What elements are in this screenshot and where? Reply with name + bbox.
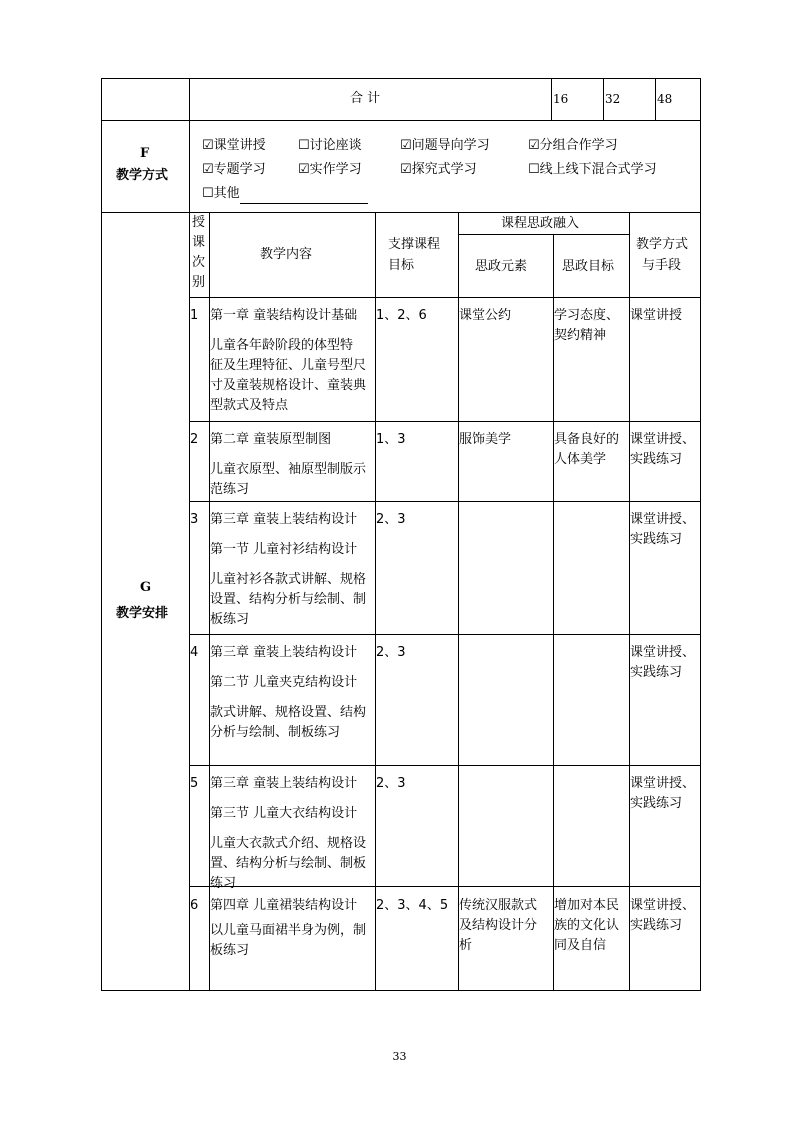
method-line: 课堂讲授、 [630, 645, 696, 660]
content-line: 以儿童马面裙半身为例，制 [210, 923, 367, 938]
ideology-goal-line: 增加对本民 [554, 898, 620, 913]
option-discussion: ☐讨论座谈 [298, 138, 362, 153]
content-line: 板练习 [210, 943, 250, 958]
method-line: 实践练习 [630, 796, 683, 811]
section-g-title: 教学安排 [116, 606, 169, 621]
content-line: 范练习 [210, 482, 250, 497]
content-line: 儿童衣原型、袖原型制版示 [210, 462, 367, 477]
header-ideology: 课程思政融入 [501, 216, 580, 231]
content-line: 练习 [210, 876, 237, 891]
lesson-number: 2 [190, 432, 199, 447]
method-line: 课堂讲授、 [630, 898, 696, 913]
section-f-letter: F [140, 146, 150, 161]
content-line: 第三章 童装上装结构设计 [210, 512, 358, 527]
section-f-title: 教学方式 [116, 168, 169, 183]
content-line: 第四章 儿童裙装结构设计 [210, 898, 358, 913]
option-inquiry: ☑探究式学习 [400, 162, 477, 177]
content-line: 儿童大衣款式介绍、规格设 [210, 836, 367, 851]
option-other [202, 184, 368, 204]
option-other-label: ☐其他 [202, 186, 240, 201]
method-line: 课堂讲授、 [630, 432, 696, 447]
lesson-number: 6 [190, 898, 199, 913]
option-topic-study: ☑专题学习 [202, 162, 266, 177]
content-line: 征及生理特征、儿童号型尺 [210, 358, 367, 373]
content-line: 分析与绘制、制板练习 [210, 725, 341, 740]
header-method-1: 教学方式 [636, 237, 689, 252]
support-targets: 1、2、6 [376, 308, 427, 323]
content-line: 第三章 童装上装结构设计 [210, 776, 358, 791]
other-blank-line [240, 189, 368, 204]
lesson-number: 5 [190, 776, 199, 791]
content-line: 第一节 儿童衬衫结构设计 [210, 542, 358, 557]
header-lesson-1: 授 [192, 215, 206, 230]
content-line: 寸及童装规格设计、童装典 [210, 378, 367, 393]
header-content: 教学内容 [260, 247, 313, 262]
content-line: 第三节 儿童大衣结构设计 [210, 806, 358, 821]
ideology-goal-line: 学习态度、 [554, 308, 620, 323]
total-value-3: 48 [657, 92, 673, 106]
header-method-2: 与手段 [642, 258, 682, 273]
option-lecture: ☑课堂讲授 [202, 138, 266, 153]
content-line: 设置、结构分析与绘制、制 [210, 592, 367, 607]
total-label: 合 计 [350, 91, 381, 106]
ideology-goal-line: 同及自信 [554, 938, 607, 953]
option-problem-based: ☑问题导向学习 [400, 138, 490, 153]
lesson-number: 1 [190, 308, 199, 323]
ideology-element-line: 传统汉服款式 [459, 898, 538, 913]
header-lesson-2: 课 [192, 235, 206, 250]
content-line: 置、结构分析与绘制、制板 [210, 856, 367, 871]
header-lesson-3: 次 [192, 255, 206, 270]
ideology-goal-line: 人体美学 [554, 452, 607, 467]
content-line: 款式讲解、规格设置、结构 [210, 705, 367, 720]
option-group-work: ☑分组合作学习 [528, 138, 618, 153]
option-blended: ☐线上线下混合式学习 [528, 162, 657, 177]
ideology-element-line: 服饰美学 [459, 432, 512, 447]
header-support-1: 支撑课程 [388, 237, 441, 252]
page-number: 33 [392, 1050, 407, 1063]
method-line: 实践练习 [630, 532, 683, 547]
option-practice: ☑实作学习 [298, 162, 362, 177]
support-targets: 2、3 [376, 645, 406, 660]
method-line: 课堂讲授、 [630, 512, 696, 527]
method-line: 实践练习 [630, 918, 683, 933]
content-line: 第一章 童装结构设计基础 [210, 308, 358, 323]
ideology-element-line: 及结构设计分 [459, 918, 538, 933]
method-line: 课堂讲授 [630, 308, 683, 323]
lesson-number: 4 [190, 645, 199, 660]
support-targets: 2、3 [376, 776, 406, 791]
header-elements: 思政元素 [475, 259, 528, 274]
method-line: 实践练习 [630, 665, 683, 680]
ideology-goal-line: 族的文化认 [554, 918, 620, 933]
support-targets: 1、3 [376, 432, 406, 447]
ideology-element-line: 课堂公约 [459, 308, 512, 323]
ideology-goal-line: 契约精神 [554, 328, 607, 343]
content-line: 儿童各年龄阶段的体型特 [210, 338, 354, 353]
header-goals: 思政目标 [562, 259, 615, 274]
total-value-2: 32 [605, 92, 621, 106]
header-support-2: 目标 [388, 258, 415, 273]
support-targets: 2、3 [376, 512, 406, 527]
lesson-number: 3 [190, 512, 199, 527]
method-line: 实践练习 [630, 452, 683, 467]
content-line: 第三章 童装上装结构设计 [210, 645, 358, 660]
section-g-letter: G [140, 580, 152, 595]
content-line: 板练习 [210, 612, 250, 627]
header-lesson-4: 别 [192, 275, 206, 290]
content-line: 儿童衬衫各款式讲解、规格 [210, 572, 367, 587]
ideology-goal-line: 具备良好的 [554, 432, 620, 447]
content-line: 第二章 童装原型制图 [210, 432, 332, 447]
support-targets: 2、3、4、5 [376, 898, 449, 913]
ideology-element-line: 析 [459, 938, 473, 953]
content-line: 第二节 儿童夹克结构设计 [210, 675, 358, 690]
content-line: 型款式及特点 [210, 398, 289, 413]
method-line: 课堂讲授、 [630, 776, 696, 791]
total-value-1: 16 [553, 92, 569, 106]
